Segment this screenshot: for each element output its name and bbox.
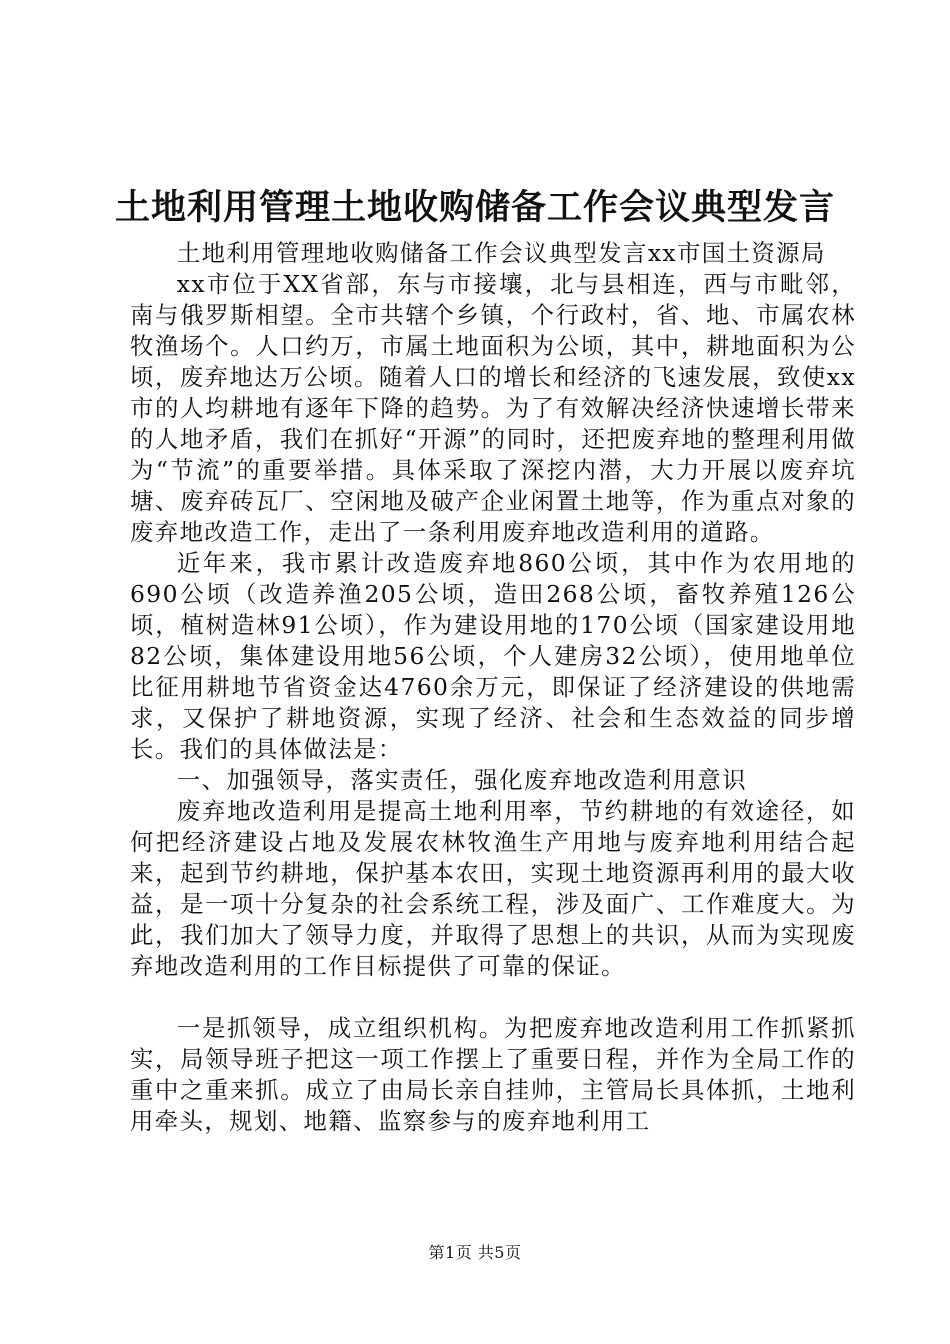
paragraph-overview: xx市位于XX省部，东与市接壤，北与县相连，西与市毗邻，南与俄罗斯相望。全市共辖个乡镇，个行政村，省、地、市属农林牧渔场个。人口约万，市属土地面积为公顷，其中，耕地面积为公顷，废弃地达万公顷。随着人口的增长和经济的飞速发展，致使xx市的人均耕地有逐年下降的趋势。为了有效解决经济快速增长带来的人地矛盾，我们在抓好“开源”的同时，还把废弃地的整理利用做为“节流”的重要举措。具体采取了深挖内潜，大力开展以废弃坑塘、废弃砖瓦厂、空闲地及破产企业闲置土地等，作为重点对象的废弃地改造工作，走出了一条利用废弃地改造利用的道路。 (130, 270, 856, 546)
document-title: 土地利用管理土地收购储备工作会议典型发言 (114, 188, 835, 228)
document-body (130, 238, 856, 1137)
paragraph-section-intro: 废弃地改造利用是提高土地利用率，节约耕地的有效途径，如何把经济建设占地及发展农林牧渔生产用地与废弃地利用结合起来，起到节约耕地，保护基本农田，实现土地资源再利用的最大收益，是一项十分复杂的社会系统工程，涉及面广、工作难度大。为此，我们加大了领导力度，并取得了思想上的共识，从而为实现废弃地改造利用的工作目标提供了可靠的保证。 (130, 797, 856, 980)
section-heading: 一、加强领导，落实责任，强化废弃地改造利用意识 (176, 766, 747, 794)
page-number-footer: 第1页 共5页 (428, 1243, 522, 1262)
paragraph-point-one: 一是抓领导，成立组织机构。为把废弃地改造利用工作抓紧抓实，局领导班子把这一项工作摆上了重要日程，并作为全局工作的重中之重来抓。成立了由局长亲自挂帅，主管局长具体抓，土地利用牵头，规划、地籍、监察参与的废弃地利用工 (130, 1014, 856, 1135)
paragraph-subtitle: 土地利用管理地收购储备工作会议典型发言xx市国土资源局 (176, 239, 826, 267)
paragraph-statistics: 近年来，我市累计改造废弃地860公顷，其中作为农用地的690公顷（改造养渔205公顷，造田268公顷，畜牧养殖126公顷，植树造林91公顷），作为建设用地的170公顷（国家建设用地82公顷，集体建设用地56公顷，个人建房32公顷），使用地单位比征用耕地节省资金达4760余万元，即保证了经济建设的供地需求，又保护了耕地资源，实现了经济、社会和生态效益的同步增长。我们的具体做法是： (130, 549, 856, 763)
